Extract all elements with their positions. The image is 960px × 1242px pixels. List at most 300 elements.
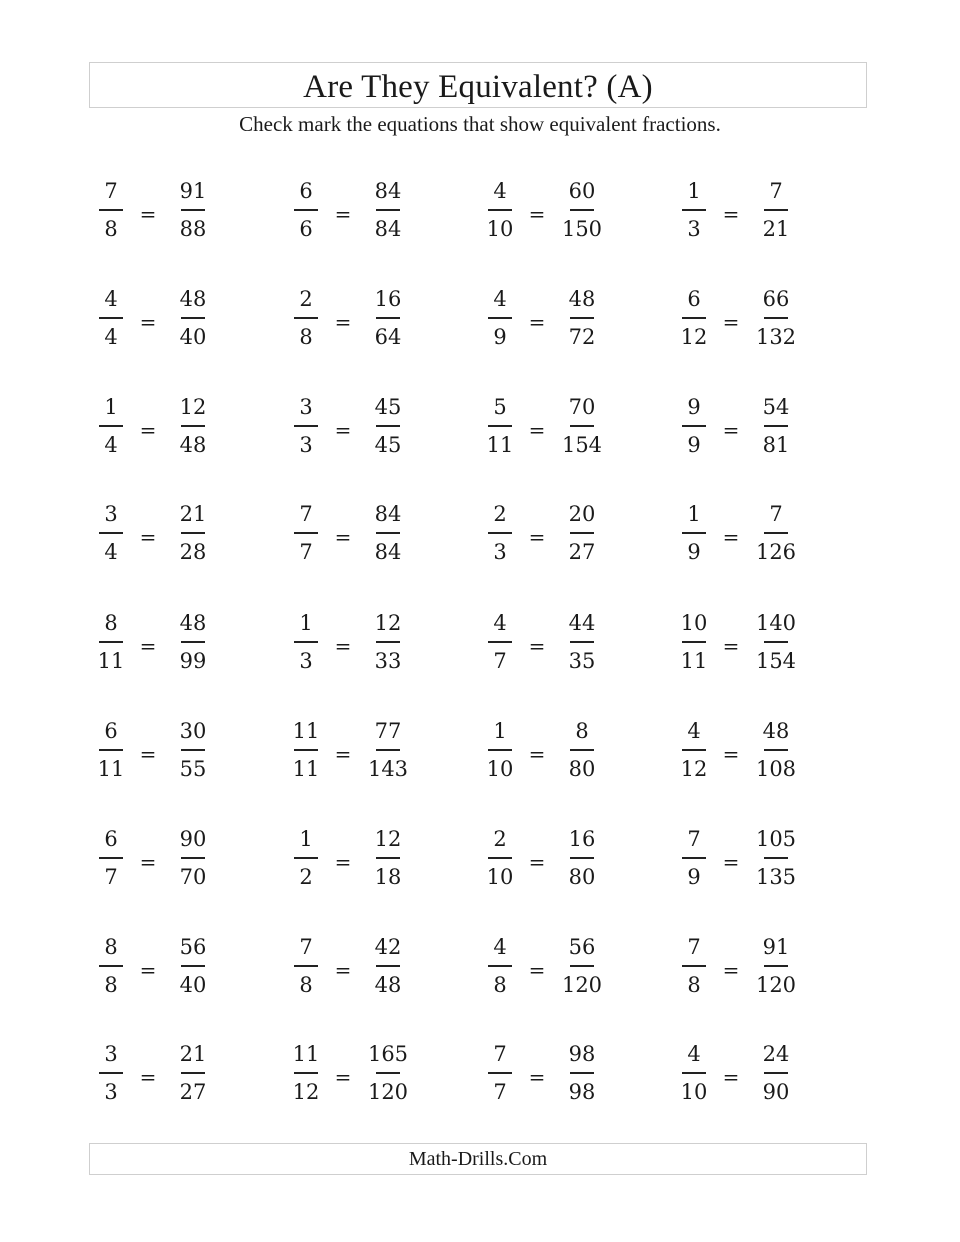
numerator: 56	[568, 935, 596, 959]
fraction-equation[interactable]	[475, 934, 635, 1004]
fraction-bar	[376, 425, 400, 427]
right-fraction	[363, 501, 413, 571]
numerator: 16	[568, 827, 596, 851]
left-fraction	[281, 501, 331, 571]
numerator: 140	[755, 611, 797, 635]
equals-sign: =	[334, 850, 352, 874]
denominator: 33	[374, 649, 402, 673]
equals-sign: =	[722, 958, 740, 982]
denominator: 11	[97, 757, 125, 781]
numerator: 84	[374, 179, 402, 203]
numerator: 1	[493, 719, 507, 743]
fraction-equation[interactable]	[281, 1041, 441, 1111]
page-title: Are They Equivalent? (A)	[303, 68, 653, 105]
fraction-bar	[99, 532, 123, 534]
left-fraction	[281, 286, 331, 356]
equals-sign: =	[139, 202, 157, 226]
left-fraction	[281, 718, 331, 788]
numerator: 12	[179, 395, 207, 419]
fraction-bar	[294, 749, 318, 751]
fraction-bar	[570, 532, 594, 534]
numerator: 90	[179, 827, 207, 851]
numerator: 165	[367, 1042, 409, 1066]
fraction-bar	[99, 641, 123, 643]
equals-sign: =	[139, 525, 157, 549]
numerator: 44	[568, 611, 596, 635]
numerator: 3	[299, 395, 313, 419]
left-fraction	[475, 1041, 525, 1111]
numerator: 11	[292, 719, 320, 743]
denominator: 84	[374, 217, 402, 241]
fraction-equation[interactable]	[86, 826, 246, 896]
right-fraction	[363, 286, 413, 356]
denominator: 10	[486, 757, 514, 781]
numerator: 4	[493, 935, 507, 959]
fraction-equation[interactable]	[281, 501, 441, 571]
fraction-equation[interactable]	[281, 178, 441, 248]
denominator: 18	[374, 865, 402, 889]
numerator: 48	[179, 611, 207, 635]
fraction-equation[interactable]	[475, 286, 635, 356]
equals-sign: =	[334, 310, 352, 334]
numerator: 16	[374, 287, 402, 311]
denominator: 28	[179, 540, 207, 564]
right-fraction	[557, 718, 607, 788]
numerator: 60	[568, 179, 596, 203]
fraction-bar	[99, 425, 123, 427]
equals-sign: =	[528, 310, 546, 334]
fraction-bar	[570, 317, 594, 319]
fraction-bar	[682, 965, 706, 967]
instructions: Check mark the equations that show equivalent fractions.	[239, 112, 721, 136]
denominator: 7	[493, 1080, 507, 1104]
fraction-bar	[294, 641, 318, 643]
equals-sign: =	[722, 202, 740, 226]
fraction-equation[interactable]	[86, 610, 246, 680]
numerator: 98	[568, 1042, 596, 1066]
fraction-bar	[294, 317, 318, 319]
numerator: 56	[179, 935, 207, 959]
denominator: 8	[104, 217, 118, 241]
numerator: 6	[104, 827, 118, 851]
right-fraction	[363, 718, 413, 788]
numerator: 105	[755, 827, 797, 851]
numerator: 4	[493, 287, 507, 311]
fraction-equation[interactable]	[669, 718, 829, 788]
fraction-bar	[99, 317, 123, 319]
numerator: 2	[493, 502, 507, 526]
equals-sign: =	[334, 742, 352, 766]
denominator: 81	[762, 433, 790, 457]
numerator: 2	[299, 287, 313, 311]
denominator: 7	[493, 649, 507, 673]
fraction-equation[interactable]	[669, 934, 829, 1004]
left-fraction	[475, 394, 525, 464]
denominator: 7	[299, 540, 313, 564]
fraction-equation[interactable]	[86, 501, 246, 571]
numerator: 7	[769, 502, 783, 526]
equals-sign: =	[139, 850, 157, 874]
fraction-equation[interactable]	[281, 394, 441, 464]
fraction-equation[interactable]	[281, 826, 441, 896]
equals-sign: =	[334, 1065, 352, 1089]
equals-sign: =	[528, 202, 546, 226]
left-fraction	[475, 286, 525, 356]
fraction-equation[interactable]	[669, 178, 829, 248]
left-fraction	[86, 1041, 136, 1111]
right-fraction	[557, 934, 607, 1004]
numerator: 7	[299, 935, 313, 959]
numerator: 54	[762, 395, 790, 419]
fraction-equation[interactable]	[669, 286, 829, 356]
left-fraction	[86, 610, 136, 680]
numerator: 2	[493, 827, 507, 851]
fraction-equation[interactable]	[475, 394, 635, 464]
left-fraction	[475, 178, 525, 248]
fraction-bar	[294, 532, 318, 534]
right-fraction	[751, 826, 801, 896]
denominator: 27	[179, 1080, 207, 1104]
left-fraction	[669, 718, 719, 788]
right-fraction	[751, 1041, 801, 1111]
fraction-bar	[488, 532, 512, 534]
fraction-equation[interactable]	[669, 610, 829, 680]
left-fraction	[281, 934, 331, 1004]
fraction-bar	[376, 641, 400, 643]
denominator: 135	[755, 865, 797, 889]
denominator: 3	[687, 217, 701, 241]
denominator: 4	[104, 325, 118, 349]
denominator: 55	[179, 757, 207, 781]
denominator: 3	[299, 649, 313, 673]
numerator: 6	[299, 179, 313, 203]
denominator: 35	[568, 649, 596, 673]
right-fraction	[557, 610, 607, 680]
denominator: 10	[486, 865, 514, 889]
numerator: 7	[299, 502, 313, 526]
fraction-bar	[764, 317, 788, 319]
denominator: 11	[680, 649, 708, 673]
denominator: 40	[179, 325, 207, 349]
denominator: 45	[374, 433, 402, 457]
fraction-bar	[764, 965, 788, 967]
fraction-bar	[682, 749, 706, 751]
denominator: 8	[687, 973, 701, 997]
denominator: 40	[179, 973, 207, 997]
numerator: 6	[104, 719, 118, 743]
denominator: 3	[493, 540, 507, 564]
fraction-bar	[376, 1072, 400, 1074]
fraction-equation[interactable]	[475, 1041, 635, 1111]
numerator: 4	[687, 719, 701, 743]
equals-sign: =	[139, 1065, 157, 1089]
fraction-bar	[294, 965, 318, 967]
denominator: 120	[755, 973, 797, 997]
right-fraction	[168, 501, 218, 571]
numerator: 45	[374, 395, 402, 419]
fraction-bar	[570, 425, 594, 427]
fraction-bar	[764, 425, 788, 427]
fraction-bar	[99, 857, 123, 859]
numerator: 4	[687, 1042, 701, 1066]
right-fraction	[363, 826, 413, 896]
left-fraction	[475, 718, 525, 788]
denominator: 4	[104, 433, 118, 457]
equals-sign: =	[528, 958, 546, 982]
left-fraction	[281, 394, 331, 464]
left-fraction	[86, 501, 136, 571]
numerator: 3	[104, 502, 118, 526]
denominator: 154	[755, 649, 797, 673]
equals-sign: =	[528, 850, 546, 874]
left-fraction	[669, 1041, 719, 1111]
left-fraction	[669, 826, 719, 896]
equals-sign: =	[334, 958, 352, 982]
fraction-equation[interactable]	[281, 934, 441, 1004]
equals-sign: =	[528, 742, 546, 766]
fraction-bar	[570, 965, 594, 967]
numerator: 12	[374, 827, 402, 851]
right-fraction	[557, 286, 607, 356]
numerator: 10	[680, 611, 708, 635]
fraction-equation[interactable]	[86, 394, 246, 464]
denominator: 48	[179, 433, 207, 457]
right-fraction	[751, 394, 801, 464]
denominator: 84	[374, 540, 402, 564]
equals-sign: =	[334, 202, 352, 226]
fraction-bar	[294, 1072, 318, 1074]
numerator: 1	[299, 827, 313, 851]
fraction-equation[interactable]	[669, 394, 829, 464]
fraction-bar	[764, 1072, 788, 1074]
equals-sign: =	[334, 634, 352, 658]
left-fraction	[281, 1041, 331, 1111]
right-fraction	[168, 1041, 218, 1111]
equals-sign: =	[139, 958, 157, 982]
denominator: 90	[762, 1080, 790, 1104]
fraction-bar	[181, 209, 205, 211]
denominator: 10	[680, 1080, 708, 1104]
denominator: 120	[561, 973, 603, 997]
numerator: 1	[687, 502, 701, 526]
right-fraction	[751, 286, 801, 356]
fraction-bar	[488, 965, 512, 967]
denominator: 11	[486, 433, 514, 457]
equals-sign: =	[528, 1065, 546, 1089]
fraction-bar	[764, 857, 788, 859]
numerator: 21	[179, 502, 207, 526]
right-fraction	[363, 394, 413, 464]
fraction-bar	[376, 965, 400, 967]
fraction-bar	[682, 641, 706, 643]
denominator: 6	[299, 217, 313, 241]
fraction-bar	[570, 641, 594, 643]
fraction-bar	[181, 425, 205, 427]
right-fraction	[557, 501, 607, 571]
denominator: 120	[367, 1080, 409, 1104]
numerator: 4	[104, 287, 118, 311]
denominator: 11	[97, 649, 125, 673]
numerator: 11	[292, 1042, 320, 1066]
numerator: 7	[769, 179, 783, 203]
denominator: 12	[292, 1080, 320, 1104]
right-fraction	[363, 1041, 413, 1111]
denominator: 8	[493, 973, 507, 997]
equals-sign: =	[528, 634, 546, 658]
denominator: 3	[104, 1080, 118, 1104]
fraction-equation[interactable]	[475, 178, 635, 248]
equals-sign: =	[528, 418, 546, 442]
left-fraction	[86, 718, 136, 788]
numerator: 1	[687, 179, 701, 203]
left-fraction	[86, 826, 136, 896]
denominator: 12	[680, 325, 708, 349]
fraction-bar	[294, 425, 318, 427]
right-fraction	[168, 934, 218, 1004]
right-fraction	[363, 610, 413, 680]
fraction-bar	[181, 641, 205, 643]
fraction-bar	[488, 209, 512, 211]
fraction-bar	[488, 1072, 512, 1074]
right-fraction	[557, 1041, 607, 1111]
fraction-equation[interactable]	[475, 501, 635, 571]
right-fraction	[751, 610, 801, 680]
denominator: 9	[687, 865, 701, 889]
fraction-bar	[376, 749, 400, 751]
numerator: 48	[762, 719, 790, 743]
fraction-equation[interactable]	[281, 610, 441, 680]
denominator: 8	[104, 973, 118, 997]
fraction-bar	[99, 209, 123, 211]
left-fraction	[281, 610, 331, 680]
denominator: 88	[179, 217, 207, 241]
denominator: 108	[755, 757, 797, 781]
denominator: 126	[755, 540, 797, 564]
denominator: 11	[292, 757, 320, 781]
numerator: 48	[568, 287, 596, 311]
right-fraction	[168, 718, 218, 788]
fraction-equation[interactable]	[669, 826, 829, 896]
right-fraction	[557, 394, 607, 464]
numerator: 91	[179, 179, 207, 203]
right-fraction	[363, 934, 413, 1004]
equals-sign: =	[722, 525, 740, 549]
denominator: 9	[493, 325, 507, 349]
fraction-equation[interactable]	[281, 286, 441, 356]
left-fraction	[669, 178, 719, 248]
fraction-bar	[294, 857, 318, 859]
fraction-equation[interactable]	[475, 826, 635, 896]
fraction-equation[interactable]	[86, 934, 246, 1004]
numerator: 8	[104, 935, 118, 959]
equals-sign: =	[722, 310, 740, 334]
denominator: 64	[374, 325, 402, 349]
fraction-bar	[99, 1072, 123, 1074]
left-fraction	[475, 826, 525, 896]
denominator: 21	[762, 217, 790, 241]
fraction-equation[interactable]	[669, 501, 829, 571]
numerator: 70	[568, 395, 596, 419]
numerator: 7	[687, 827, 701, 851]
fraction-bar	[570, 1072, 594, 1074]
fraction-equation[interactable]	[475, 610, 635, 680]
numerator: 1	[299, 611, 313, 635]
denominator: 10	[486, 217, 514, 241]
equals-sign: =	[139, 310, 157, 334]
equals-sign: =	[334, 418, 352, 442]
numerator: 91	[762, 935, 790, 959]
fraction-bar	[488, 425, 512, 427]
equals-sign: =	[722, 634, 740, 658]
fraction-equation[interactable]	[86, 1041, 246, 1111]
left-fraction	[669, 501, 719, 571]
numerator: 7	[687, 935, 701, 959]
equals-sign: =	[722, 418, 740, 442]
denominator: 9	[687, 433, 701, 457]
fraction-bar	[181, 532, 205, 534]
left-fraction	[86, 394, 136, 464]
left-fraction	[86, 934, 136, 1004]
right-fraction	[557, 178, 607, 248]
fraction-bar	[181, 317, 205, 319]
numerator: 1	[104, 395, 118, 419]
denominator: 154	[561, 433, 603, 457]
fraction-bar	[764, 641, 788, 643]
fraction-equation[interactable]	[281, 718, 441, 788]
numerator: 84	[374, 502, 402, 526]
numerator: 21	[179, 1042, 207, 1066]
numerator: 7	[104, 179, 118, 203]
fraction-equation[interactable]	[86, 718, 246, 788]
fraction-equation[interactable]	[475, 718, 635, 788]
fraction-equation[interactable]	[86, 286, 246, 356]
left-fraction	[281, 178, 331, 248]
fraction-bar	[682, 1072, 706, 1074]
denominator: 80	[568, 757, 596, 781]
fraction-bar	[682, 317, 706, 319]
fraction-bar	[99, 965, 123, 967]
left-fraction	[475, 501, 525, 571]
right-fraction	[363, 178, 413, 248]
denominator: 99	[179, 649, 207, 673]
numerator: 3	[104, 1042, 118, 1066]
fraction-equation[interactable]	[86, 178, 246, 248]
left-fraction	[475, 934, 525, 1004]
numerator: 48	[179, 287, 207, 311]
equals-sign: =	[722, 1065, 740, 1089]
right-fraction	[168, 394, 218, 464]
right-fraction	[168, 826, 218, 896]
numerator: 42	[374, 935, 402, 959]
denominator: 150	[561, 217, 603, 241]
numerator: 4	[493, 179, 507, 203]
fraction-bar	[764, 749, 788, 751]
numerator: 8	[104, 611, 118, 635]
footer-brand: Math-Drills.Com	[408, 1147, 548, 1170]
fraction-bar	[376, 532, 400, 534]
fraction-bar	[682, 532, 706, 534]
denominator: 9	[687, 540, 701, 564]
fraction-bar	[570, 857, 594, 859]
numerator: 9	[687, 395, 701, 419]
fraction-equation[interactable]	[669, 1041, 829, 1111]
fraction-bar	[376, 317, 400, 319]
denominator: 27	[568, 540, 596, 564]
fraction-bar	[488, 317, 512, 319]
denominator: 2	[299, 865, 313, 889]
right-fraction	[557, 826, 607, 896]
fraction-bar	[764, 532, 788, 534]
